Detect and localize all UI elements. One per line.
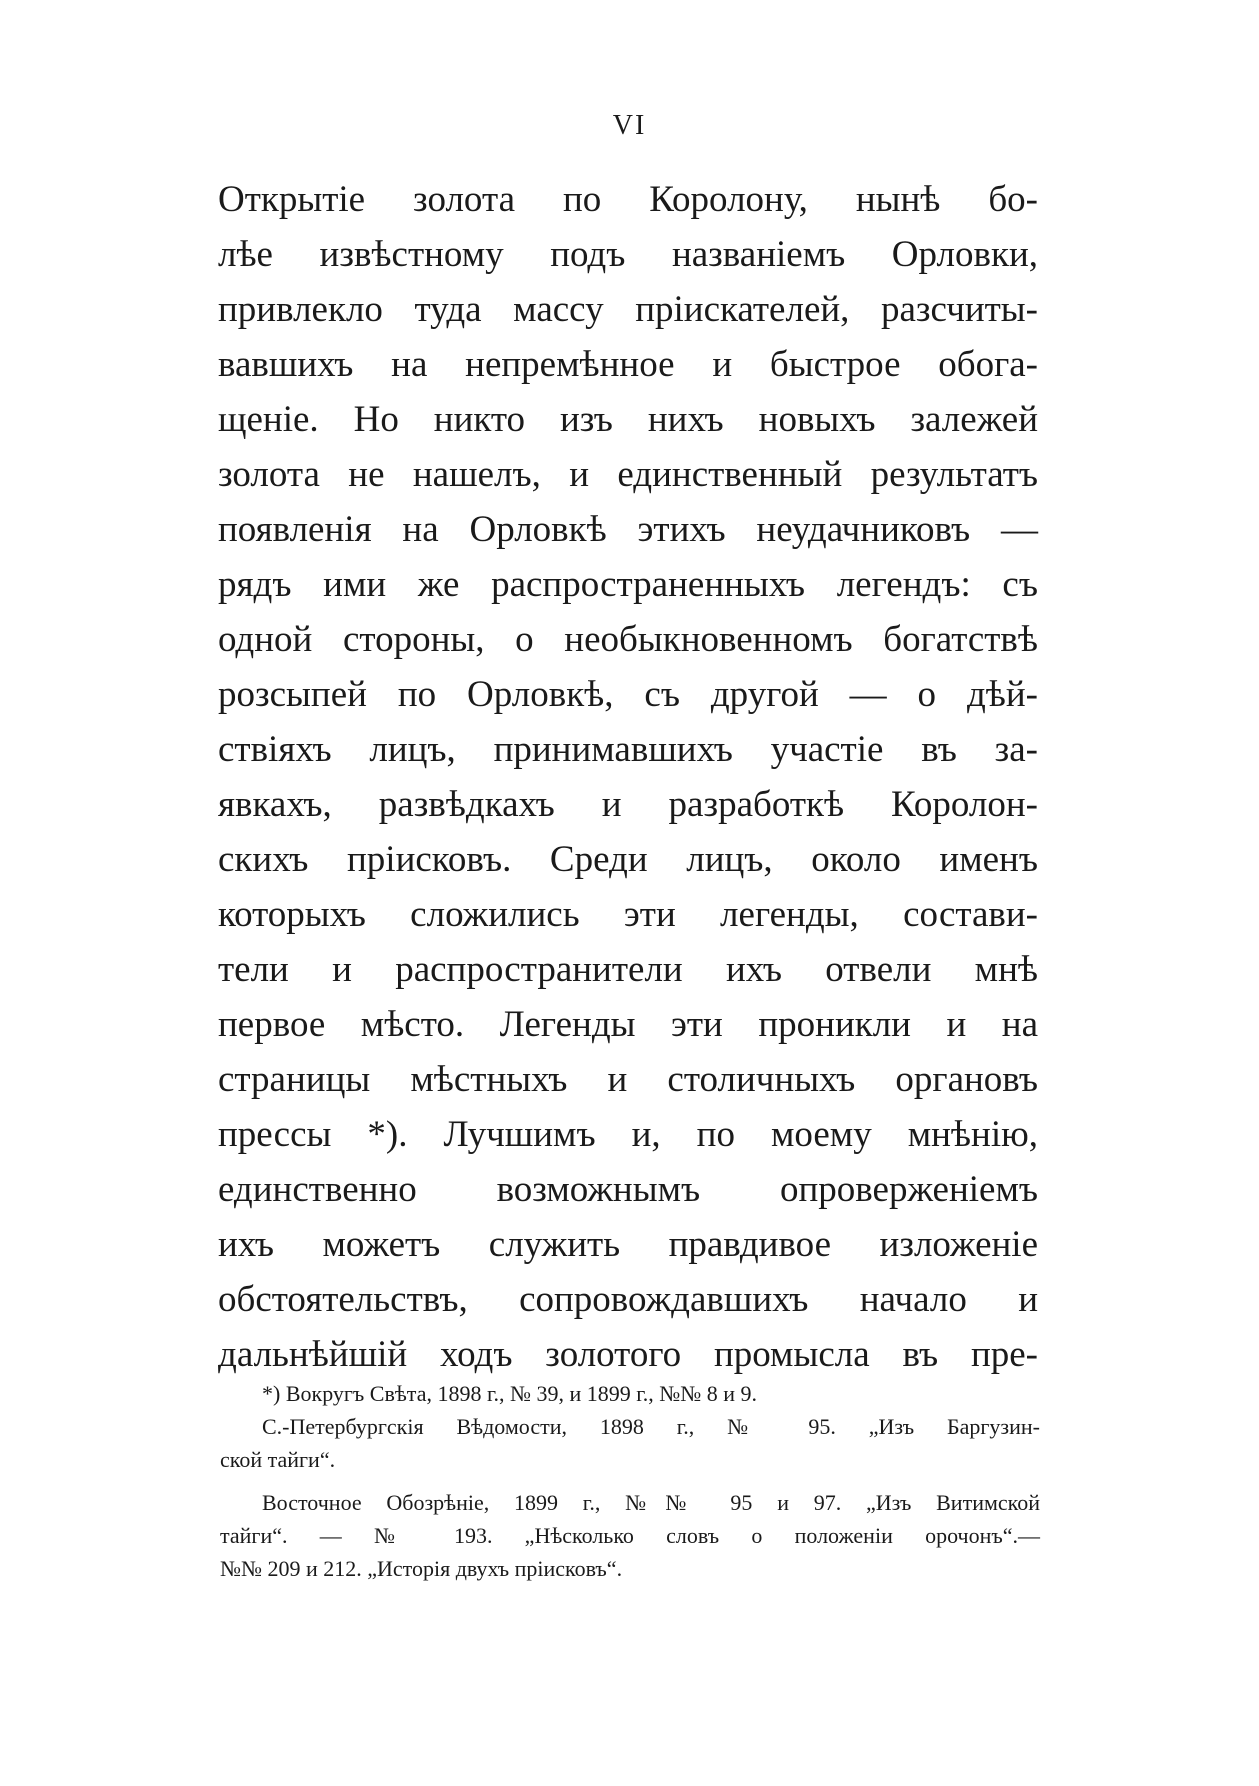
text-line: привлекло туда массу пріискателей, разсчиты- <box>218 289 1038 330</box>
text-line: прессы *). Лучшимъ и, по моему мнѣнію, <box>218 1114 1038 1155</box>
footnote-spacer <box>262 1476 1040 1486</box>
page-number: VI <box>612 110 647 141</box>
footnote-line: *) Вокругъ Свѣта, 1898 г., № 39, и 1899 г., №№ 8 и 9. <box>262 1381 758 1406</box>
body-text <box>218 172 1038 1382</box>
text-line: ихъ можетъ служить правдивое изложеніе <box>218 1224 1038 1265</box>
text-line: лѣе извѣстному подъ названіемъ Орловки, <box>218 234 1038 275</box>
footnotes <box>220 1377 1040 1585</box>
text-line: которыхъ сложились эти легенды, состави- <box>218 894 1038 935</box>
text-line: рядъ ими же распространенныхъ легендъ: съ <box>218 564 1038 605</box>
text-line: явкахъ, развѣдкахъ и разработкѣ Королон- <box>218 784 1038 825</box>
text-line: страницы мѣстныхъ и столичныхъ органовъ <box>218 1059 1038 1100</box>
text-line: появленія на Орловкѣ этихъ неудачниковъ — <box>218 509 1038 550</box>
footnote-line: тайги“. — № 193. „Нѣсколько словъ о положеніи орочонъ“.— <box>220 1523 1040 1548</box>
text-line: обстоятельствъ, сопровождавшихъ начало и <box>218 1279 1038 1320</box>
text-line: ствіяхъ лицъ, принимавшихъ участіе въ за- <box>218 729 1038 770</box>
text-line: тели и распространители ихъ отвели мнѣ <box>218 949 1038 990</box>
text-line: щеніе. Но никто изъ нихъ новыхъ залежей <box>218 399 1038 440</box>
text-line: золота не нашелъ, и единственный результатъ <box>218 454 1038 495</box>
text-line: дальнѣйшій ходъ золотого промысла въ пре- <box>218 1334 1038 1375</box>
text-line: единственно возможнымъ опроверженіемъ <box>218 1169 1038 1210</box>
text-line: скихъ пріисковъ. Среди лицъ, около именъ <box>218 839 1038 880</box>
footnote-line: №№ 209 и 212. „Исторія двухъ пріисковъ“. <box>220 1556 623 1581</box>
text-line: Открытіе золота по Королону, нынѣ бо- <box>218 179 1038 220</box>
text-line: одной стороны, о необыкновенномъ богатствѣ <box>218 619 1038 660</box>
text-line: розсыпей по Орловкѣ, съ другой — о дѣй- <box>218 674 1038 715</box>
text-line: вавшихъ на непремѣнное и быстрое обога- <box>218 344 1038 385</box>
footnote-line: ской тайги“. <box>220 1447 336 1472</box>
text-line: первое мѣсто. Легенды эти проникли и на <box>218 1004 1038 1045</box>
footnote-line: С.-Петербургскія Вѣдомости, 1898 г., № 95. „Изъ Баргузин- <box>262 1414 1040 1439</box>
footnote-line: Восточное Обозрѣніе, 1899 г., №№ 95 и 97. „Изъ Витимской <box>262 1490 1040 1515</box>
